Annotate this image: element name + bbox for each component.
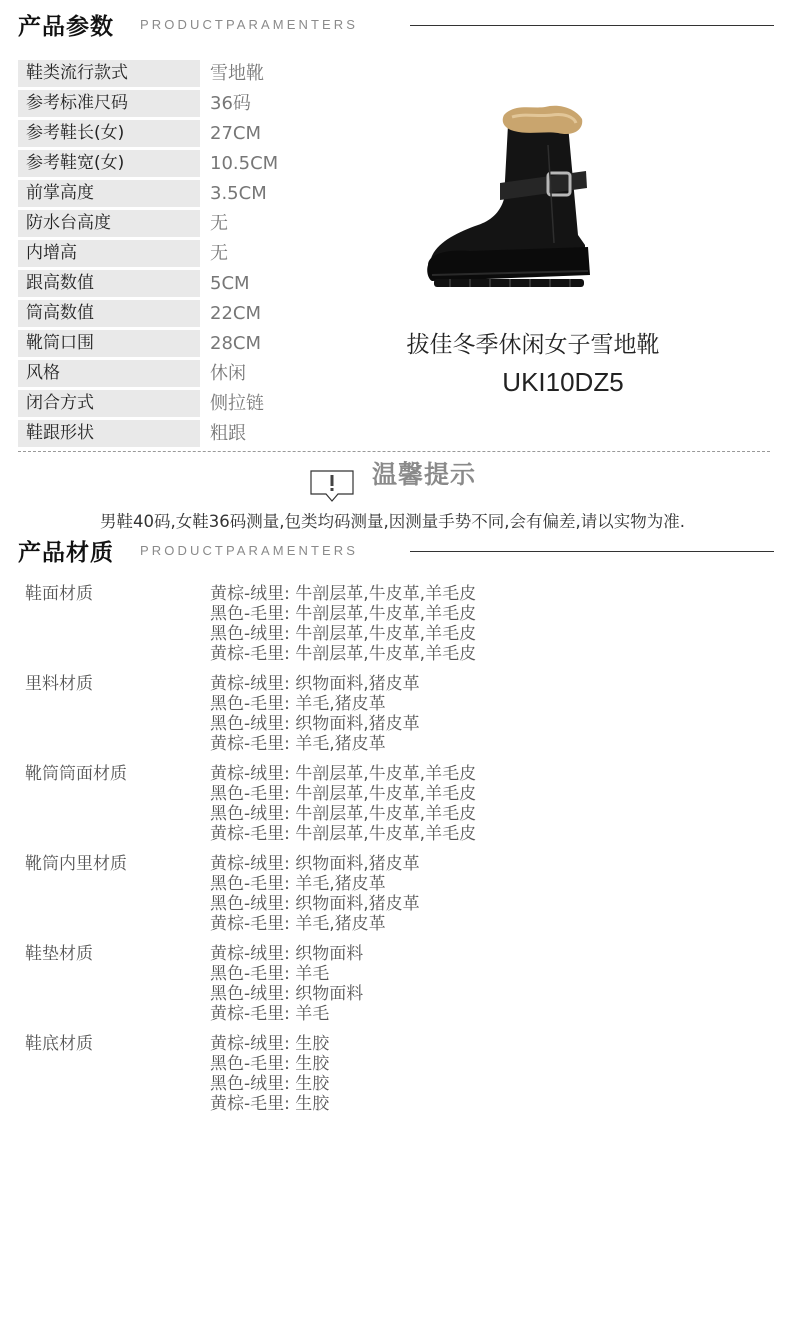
material-line: 黄棕-毛里: 羊毛 [210,1004,330,1024]
param-value: 雪地靴 [210,63,264,84]
product-code: UKI10DZ5 [502,367,624,397]
param-value: 3.5CM [210,183,267,204]
param-value: 5CM [210,273,250,294]
material-line: 黑色-毛里: 生胶 [210,1054,330,1074]
material-line: 黄棕-绒里: 牛剖层革,牛皮革,羊毛皮 [210,764,477,784]
param-value: 休闲 [210,363,246,384]
param-row [18,270,318,300]
material-label: 靴筒筒面材质 [25,764,127,784]
param-row [18,210,318,240]
material-line: 黑色-毛里: 牛剖层革,牛皮革,羊毛皮 [210,784,477,804]
material-group [25,584,765,674]
material-line: 黄棕-绒里: 牛剖层革,牛皮革,羊毛皮 [210,584,477,604]
material-group [25,674,765,764]
material-line: 黑色-毛里: 牛剖层革,牛皮革,羊毛皮 [210,604,477,624]
param-value: 36码 [210,93,251,114]
param-key: 闭合方式 [18,390,200,417]
param-row [18,390,318,420]
material-line: 黑色-毛里: 羊毛,猪皮革 [210,874,386,894]
material-line: 黄棕-毛里: 羊毛,猪皮革 [210,914,386,934]
tip-title: 温馨提示 [372,460,477,489]
material-group [25,854,765,944]
param-row [18,300,318,330]
param-row [18,240,318,270]
param-key: 防水台高度 [18,210,200,237]
section-rule [410,25,774,26]
material-group [25,764,765,854]
param-key: 鞋类流行款式 [18,60,200,87]
param-row [18,360,318,390]
notice-bubble-icon [310,470,354,502]
material-line: 黑色-绒里: 生胶 [210,1074,330,1094]
section-title: 产品参数 [18,14,114,40]
param-key: 参考鞋长(女) [18,120,200,147]
param-value: 无 [210,243,228,264]
material-label: 鞋垫材质 [25,944,93,964]
param-row [18,60,318,90]
material-line: 黄棕-毛里: 生胶 [210,1094,330,1114]
param-row [18,90,318,120]
material-line: 黄棕-毛里: 羊毛,猪皮革 [210,734,386,754]
params-table [18,60,318,450]
param-row [18,150,318,180]
section-header-materials [0,526,790,566]
param-key: 参考鞋宽(女) [18,150,200,177]
section-title: 产品材质 [18,540,114,566]
tip-text: 男鞋40码,女鞋36码测量,包类均码测量,因测量手势不同,会有偏差,请以实物为准. [100,512,685,531]
material-line: 黄棕-绒里: 织物面料 [210,944,364,964]
param-row [18,420,318,450]
material-line: 黑色-毛里: 羊毛,猪皮革 [210,694,386,714]
param-row [18,120,318,150]
material-label: 靴筒内里材质 [25,854,127,874]
param-value: 22CM [210,303,262,324]
material-label: 里料材质 [25,674,93,694]
materials-list [25,584,765,1124]
material-line: 黄棕-毛里: 牛剖层革,牛皮革,羊毛皮 [210,644,477,664]
section-subtitle: PRODUCTPARAMENTERS [140,17,359,32]
param-key: 靴筒口围 [18,330,200,357]
material-line: 黄棕-绒里: 生胶 [210,1034,330,1054]
product-boot-image [420,95,600,295]
section-rule [410,551,774,552]
param-key: 参考标准尺码 [18,90,200,117]
material-line: 黑色-毛里: 羊毛 [210,964,330,984]
param-row [18,330,318,360]
param-value: 粗跟 [210,423,246,444]
material-line: 黑色-绒里: 牛剖层革,牛皮革,羊毛皮 [210,624,477,644]
param-key: 跟高数值 [18,270,200,297]
material-label: 鞋面材质 [25,584,93,604]
section-subtitle: PRODUCTPARAMENTERS [140,543,359,558]
param-value: 侧拉链 [210,393,264,414]
material-line: 黄棕-绒里: 织物面料,猪皮革 [210,674,420,694]
param-key: 前掌高度 [18,180,200,207]
material-line: 黑色-绒里: 织物面料 [210,984,364,1004]
material-line: 黄棕-毛里: 牛剖层革,牛皮革,羊毛皮 [210,824,477,844]
param-value: 10.5CM [210,153,279,174]
product-name: 拔佳冬季休闲女子雪地靴 [406,332,660,358]
param-key: 鞋跟形状 [18,420,200,447]
material-line: 黑色-绒里: 织物面料,猪皮革 [210,714,420,734]
param-key: 筒高数值 [18,300,200,327]
param-key: 内增高 [18,240,200,267]
material-label: 鞋底材质 [25,1034,93,1054]
material-line: 黑色-绒里: 牛剖层革,牛皮革,羊毛皮 [210,804,477,824]
dashed-divider [18,451,770,452]
param-row [18,180,318,210]
material-line: 黑色-绒里: 织物面料,猪皮革 [210,894,420,914]
param-value: 27CM [210,123,262,144]
material-line: 黄棕-绒里: 织物面料,猪皮革 [210,854,420,874]
param-key: 风格 [18,360,200,387]
section-header-params [0,0,790,40]
param-value: 无 [210,213,228,234]
material-group [25,1034,765,1124]
material-group [25,944,765,1034]
param-value: 28CM [210,333,262,354]
